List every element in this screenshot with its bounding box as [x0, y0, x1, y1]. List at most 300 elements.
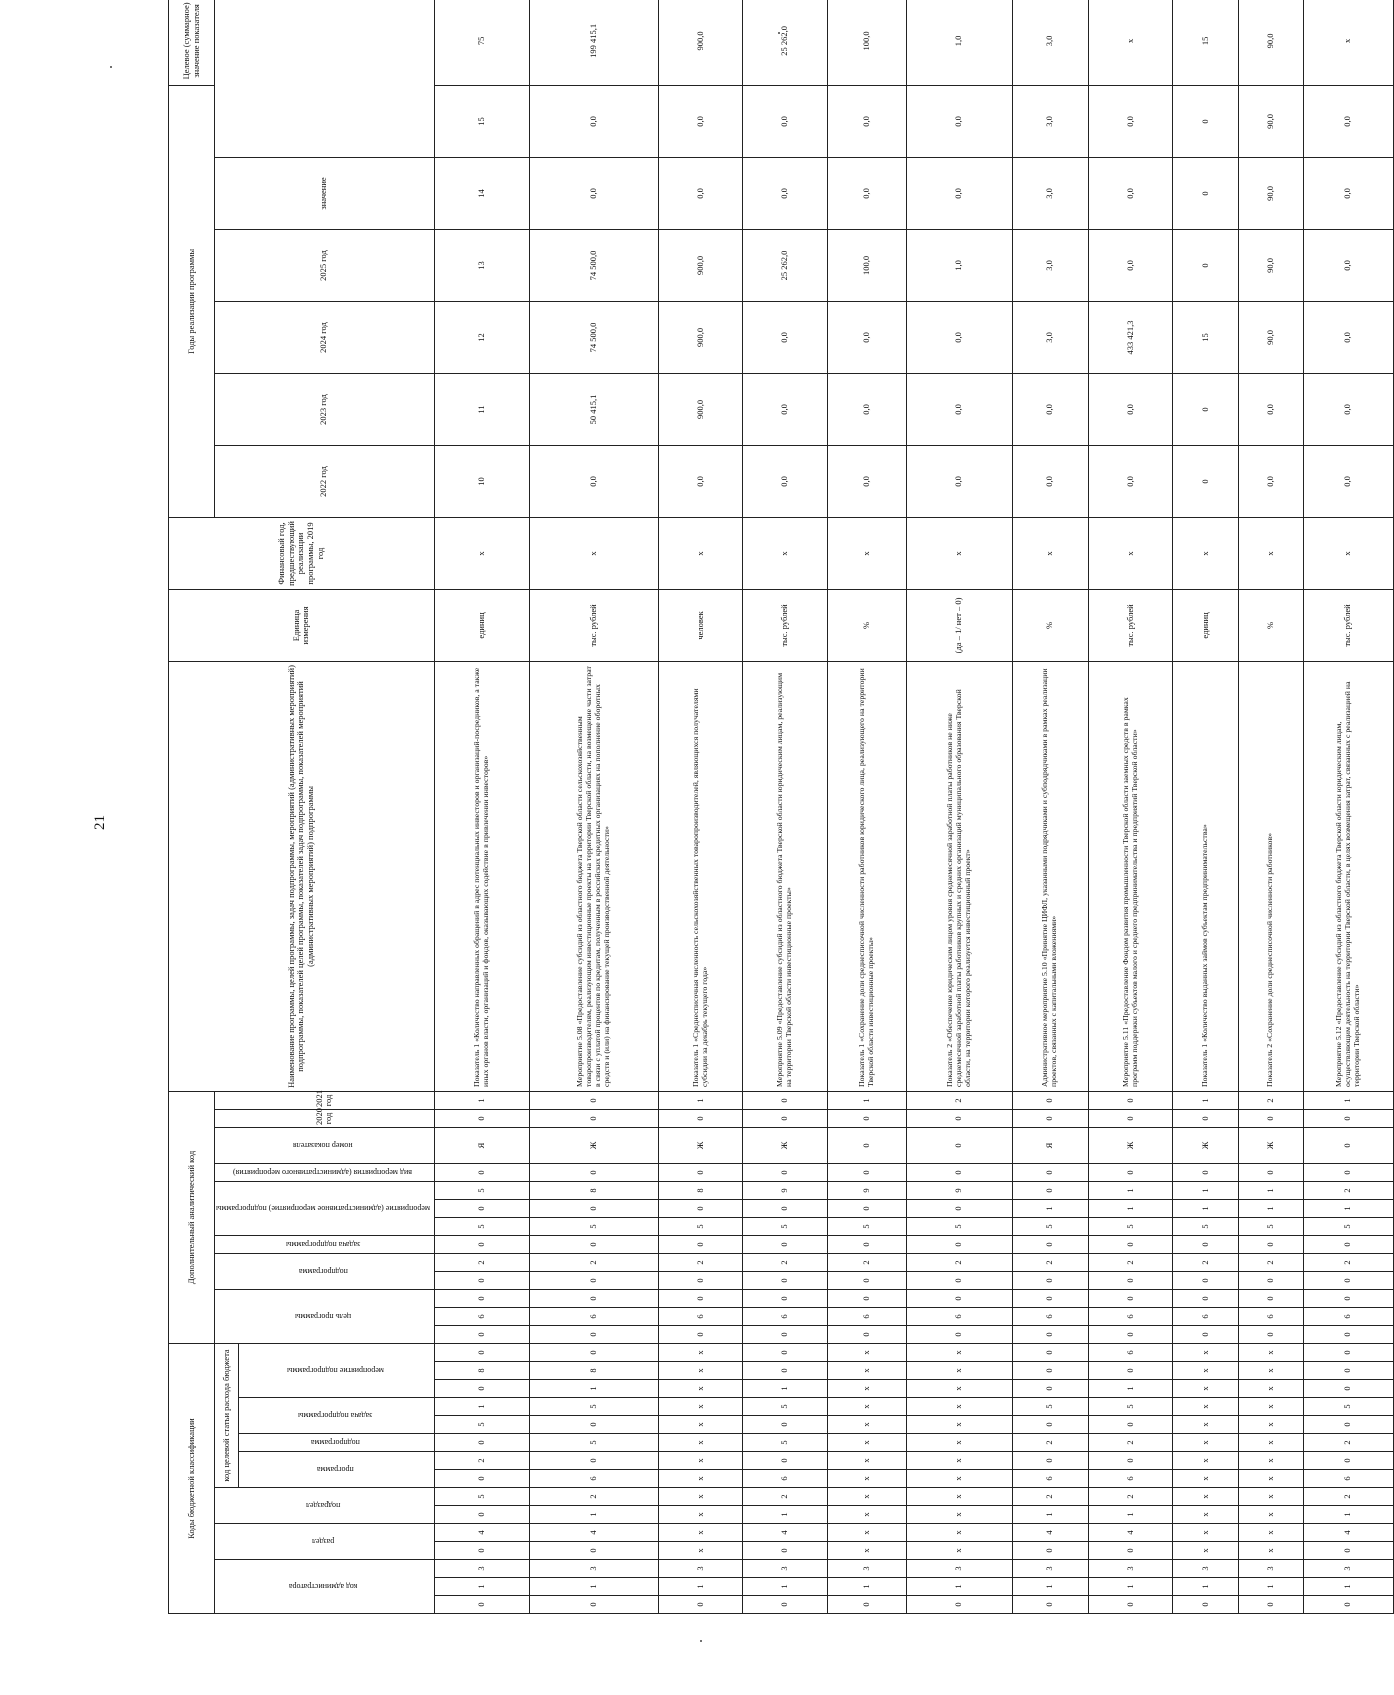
budget-code-digit: 5: [743, 1434, 827, 1452]
budget-code-digit: х: [1173, 1452, 1238, 1470]
budget-code-digit: 0: [1173, 1596, 1238, 1614]
budget-code-digit: х: [659, 1452, 743, 1470]
extra-code-digit: Я: [434, 1127, 529, 1163]
budget-code-digit: 0: [529, 1452, 658, 1470]
extra-code-digit: 0: [1173, 1109, 1238, 1127]
extra-code-digit: 5: [529, 1217, 658, 1235]
table-row: [1303, 0, 1393, 1614]
extra-code-digit: 6: [827, 1307, 906, 1325]
extra-code-digit: 5: [1238, 1217, 1303, 1235]
extra-code-digit: 0: [827, 1289, 906, 1307]
budget-code-digit: х: [906, 1398, 1012, 1416]
extra-code-digit: 2: [659, 1253, 743, 1271]
task-subprogram-header: задача подпрограммы: [239, 1398, 435, 1434]
extra-code-digit: 0: [1173, 1235, 1238, 1253]
budget-code-digit: х: [659, 1416, 743, 1434]
row-name: Показатель 1 «Сохранение доли среднесписочной численности работников юридического лица, реализующего на территории Тверской области инвестиционные проекты»: [827, 661, 906, 1091]
budget-code-digit: 1: [434, 1578, 529, 1596]
extra-code-digit: 0: [529, 1325, 658, 1343]
budget-code-digit: 0: [1012, 1362, 1088, 1380]
target-value: 1,0: [906, 0, 1012, 85]
budget-code-digit: 1: [529, 1380, 658, 1398]
table-row: [434, 0, 529, 1614]
measure-type-header: вид мероприятия (административного мероприятия): [215, 1163, 435, 1181]
budget-code-digit: 4: [529, 1524, 658, 1542]
budget-code-digit: 1: [434, 1398, 529, 1416]
year-value: 0: [1173, 157, 1238, 229]
year-value: 1,0: [906, 229, 1012, 301]
budget-code-digit: х: [659, 1542, 743, 1560]
budget-code-digit: 0: [529, 1416, 658, 1434]
year-value: 0,0: [743, 85, 827, 157]
row-name: Мероприятие 5.11 «Предоставление Фондом развития промышленности Тверской области заемных средств в рамках программ поддержки субъектов малого и среднего предпринимательства и предприятий Тверской области»: [1088, 661, 1172, 1091]
extra-code-digit: 0: [1012, 1091, 1088, 1109]
budget-code-digit: 1: [1088, 1578, 1172, 1596]
budget-code-digit: х: [827, 1416, 906, 1434]
extra-code-digit: 0: [434, 1199, 529, 1217]
table-row: [906, 0, 1012, 1614]
budget-code-digit: 6: [1012, 1470, 1088, 1488]
budget-code-digit: х: [906, 1488, 1012, 1506]
budget-code-digit: 0: [1303, 1596, 1393, 1614]
extra-code-digit: 0: [1173, 1163, 1238, 1181]
extra-code-digit: 0: [1303, 1127, 1393, 1163]
table-row: [1088, 0, 1172, 1614]
extra-code-digit: 5: [1088, 1217, 1172, 1235]
extra-code-digit: 5: [743, 1217, 827, 1235]
target-value: 90,0: [1238, 0, 1303, 85]
extra-code-digit: 0: [1303, 1109, 1393, 1127]
budget-code-digit: х: [827, 1506, 906, 1524]
value-header: значение: [215, 157, 435, 229]
budget-code-digit: х: [827, 1362, 906, 1380]
budget-code-digit: 6: [1303, 1470, 1393, 1488]
extra-code-digit: 5: [906, 1217, 1012, 1235]
extra-code-digit: 0: [1088, 1091, 1172, 1109]
extra-code-digit: 2: [1238, 1091, 1303, 1109]
extra-code-digit: 6: [1088, 1307, 1172, 1325]
year-value: 0,0: [827, 445, 906, 517]
extra-code-digit: 0: [1303, 1271, 1393, 1289]
extra-code-digit: 0: [529, 1235, 658, 1253]
year-2021-header: 2021 год: [215, 1091, 435, 1109]
budget-code-digit: 3: [1173, 1560, 1238, 1578]
extra-code-digit: 1: [659, 1091, 743, 1109]
target-value: 199 415,1: [529, 0, 658, 85]
budget-code-digit: 3: [529, 1560, 658, 1578]
extra-code-digit: 0: [529, 1109, 658, 1127]
extra-code-digit: 0: [1303, 1235, 1393, 1253]
extra-code-digit: 0: [434, 1289, 529, 1307]
budget-code-digit: 0: [434, 1542, 529, 1560]
year-2020-header: 2020 год: [215, 1109, 435, 1127]
budget-code-digit: х: [1238, 1488, 1303, 1506]
extra-code-digit: 1: [1088, 1181, 1172, 1199]
extra-code-digit: 2: [827, 1253, 906, 1271]
row-unit: человек: [659, 589, 743, 661]
measure-subprogram-header: мероприятие подпрограммы: [239, 1343, 435, 1397]
row-unit: тыс. рублей: [529, 589, 658, 661]
year-value: 0,0: [1012, 445, 1088, 517]
year-value: 0,0: [743, 301, 827, 373]
budget-code-digit: 2: [1088, 1488, 1172, 1506]
extra-code-digit: 6: [743, 1307, 827, 1325]
budget-code-digit: 1: [1303, 1506, 1393, 1524]
extra-code-digit: 0: [1012, 1289, 1088, 1307]
extra-code-digit: 0: [659, 1235, 743, 1253]
extra-code-digit: 0: [434, 1325, 529, 1343]
budget-code-digit: 0: [1303, 1362, 1393, 1380]
extra-code-digit: Ж: [1173, 1127, 1238, 1163]
extra-code-digit: Ж: [659, 1127, 743, 1163]
extra-code-digit: 0: [1303, 1325, 1393, 1343]
budget-code-digit: 0: [743, 1416, 827, 1434]
name-header: Наименование программы, целей программы, задач подпрограммы, мероприятий (административных мероприятий) подпрограммы, показателей целей программы, показателей задач подпрограммы, показателей мероприятий (административных мероприятий) подпрограммы: [169, 661, 435, 1091]
extra-code-digit: 0: [1303, 1289, 1393, 1307]
year-value: 0,0: [529, 85, 658, 157]
budget-code-digit: 1: [1012, 1578, 1088, 1596]
extra-code-digit: 0: [659, 1163, 743, 1181]
extra-code-digit: 0: [659, 1271, 743, 1289]
rotated-table-container: [168, 2, 1361, 1614]
budget-code-digit: х: [1173, 1398, 1238, 1416]
extra-code-digit: 1: [1238, 1199, 1303, 1217]
extra-code-digit: 1: [1088, 1199, 1172, 1217]
budget-code-digit: 3: [1012, 1560, 1088, 1578]
year-value: 0,0: [1303, 445, 1393, 517]
subprogram-num-header: подпрограмма: [215, 1253, 435, 1289]
extra-code-digit: 0: [827, 1109, 906, 1127]
budget-code-digit: х: [1173, 1470, 1238, 1488]
extra-code-digit: 0: [1012, 1325, 1088, 1343]
target-value: х: [1088, 0, 1172, 85]
budget-code-digit: 0: [1303, 1343, 1393, 1361]
year-value: 0,0: [743, 373, 827, 445]
budget-code-digit: х: [1238, 1452, 1303, 1470]
budget-code-digit: 0: [1088, 1596, 1172, 1614]
extra-code-digit: 6: [1173, 1307, 1238, 1325]
extra-code-digit: 0: [906, 1289, 1012, 1307]
budget-code-digit: х: [906, 1542, 1012, 1560]
year-value: 0,0: [1303, 229, 1393, 301]
row-unit: %: [1012, 589, 1088, 661]
budget-code-digit: 0: [1088, 1542, 1172, 1560]
budget-code-digit: х: [827, 1470, 906, 1488]
budget-code-digit: 0: [434, 1506, 529, 1524]
extra-code-digit: 0: [529, 1091, 658, 1109]
budget-code-digit: 1: [529, 1578, 658, 1596]
target-value: 3,0: [1012, 0, 1088, 85]
row-base-year: х: [1303, 517, 1393, 589]
row-unit: %: [827, 589, 906, 661]
year-value: 0,0: [827, 85, 906, 157]
year-value: 0,0: [1088, 229, 1172, 301]
extra-code-digit: 0: [743, 1235, 827, 1253]
year-value: 0,0: [827, 373, 906, 445]
budget-code-digit: 0: [1088, 1416, 1172, 1434]
budget-code-digit: 0: [1012, 1452, 1088, 1470]
year-value: 0,0: [659, 85, 743, 157]
table-body: [434, 0, 1393, 1614]
budget-code-digit: х: [906, 1470, 1012, 1488]
budget-code-digit: 2: [1303, 1488, 1393, 1506]
target-value: 900,0: [659, 0, 743, 85]
year-value: 0,0: [1303, 373, 1393, 445]
year-value: 90,0: [1238, 157, 1303, 229]
budget-code-digit: 5: [529, 1398, 658, 1416]
extra-code-digit: 0: [659, 1289, 743, 1307]
table-row: [1173, 0, 1238, 1614]
year-value: 0: [1173, 229, 1238, 301]
extra-code-digit: 0: [1173, 1271, 1238, 1289]
budget-code-digit: х: [1173, 1380, 1238, 1398]
target-item-header: код целевой статьи расхода бюджета: [215, 1343, 239, 1487]
budget-code-digit: 2: [1088, 1434, 1172, 1452]
budget-code-digit: х: [1173, 1506, 1238, 1524]
extra-code-digit: 5: [659, 1217, 743, 1235]
budget-code-digit: 0: [743, 1362, 827, 1380]
year-value: 433 421,3: [1088, 301, 1172, 373]
extra-code-digit: 0: [1088, 1163, 1172, 1181]
budget-code-digit: 3: [1238, 1560, 1303, 1578]
extra-code-digit: 0: [906, 1109, 1012, 1127]
year-value: 0,0: [529, 157, 658, 229]
budget-code-digit: х: [906, 1380, 1012, 1398]
extra-code-digit: 5: [1173, 1217, 1238, 1235]
admin-code-header: код администратора: [215, 1560, 435, 1614]
budget-code-digit: 0: [434, 1470, 529, 1488]
row-name: Мероприятие 5.08 «Предоставление субсидий из областного бюджета Тверской области сельскохозяйственным товаропроизводителям, реализующим инвестиционные проекты на территории Тверской области, на возмещение части затрат в связи с уплатой процентов по кредитам, полученным в российских кредитных организациях на пополнение оборотных средств и (или) на финансирование текущей производственной деятельности»: [529, 661, 658, 1091]
year-value: 0,0: [743, 445, 827, 517]
target-group-header: Целевое (суммарное) значение показателя: [169, 0, 215, 85]
budget-code-digit: 2: [529, 1488, 658, 1506]
page-number: 21: [92, 815, 108, 830]
budget-code-digit: 5: [1012, 1398, 1088, 1416]
extra-code-digit: 2: [1303, 1253, 1393, 1271]
measure-num-header: мероприятие (административное мероприятие) подпрограммы: [215, 1181, 435, 1235]
extra-code-digit: 0: [743, 1091, 827, 1109]
row-name: Показатель 1 «Среднесписочная численность сельскохозяйственных товаропроизводителей, являющихся получателями субсидии за декабрь текущего года»: [659, 661, 743, 1091]
row-base-year: х: [1012, 517, 1088, 589]
budget-code-digit: х: [659, 1398, 743, 1416]
extra-code-digit: 0: [1238, 1235, 1303, 1253]
extra-code-digit: 1: [1012, 1199, 1088, 1217]
extra-code-digit: 0: [827, 1163, 906, 1181]
table-row: [529, 0, 658, 1614]
extra-code-digit: 2: [529, 1253, 658, 1271]
year-value: 0,0: [1088, 85, 1172, 157]
budget-code-digit: х: [827, 1488, 906, 1506]
budget-code-digit: х: [659, 1524, 743, 1542]
year-value: 0,0: [1088, 445, 1172, 517]
subsection-header: подраздел: [215, 1488, 435, 1524]
extra-code-digit: 1: [1238, 1181, 1303, 1199]
year-value: 90,0: [1238, 85, 1303, 157]
unit-header: Единица измерения: [169, 589, 435, 661]
extra-code-digit: 5: [1303, 1217, 1393, 1235]
extra-code-digit: 0: [827, 1325, 906, 1343]
budget-code-digit: 1: [743, 1578, 827, 1596]
year-value: 74 500,0: [529, 301, 658, 373]
extra-code-digit: 0: [906, 1127, 1012, 1163]
budget-code-digit: х: [827, 1343, 906, 1361]
budget-code-digit: х: [1173, 1524, 1238, 1542]
year-value: 0,0: [827, 157, 906, 229]
year-value: 0: [1173, 85, 1238, 157]
budget-code-digit: 0: [1303, 1416, 1393, 1434]
budget-code-digit: 0: [906, 1596, 1012, 1614]
row-name: Показатель 2 «Обеспечение юридическим лицом уровня среднемесячной заработной платы работников не ниже среднемесячной заработной платы работников крупных и средних организаций муниципального образования Тверской области, на территории которого реализуется инвестиционный проект»: [906, 661, 1012, 1091]
extra-code-digit: 6: [529, 1307, 658, 1325]
budget-code-digit: 0: [659, 1596, 743, 1614]
year-value: 0,0: [1088, 373, 1172, 445]
budget-code-digit: 0: [827, 1596, 906, 1614]
budget-code-digit: 3: [1303, 1560, 1393, 1578]
budget-code-digit: х: [906, 1343, 1012, 1361]
budget-code-digit: 5: [743, 1398, 827, 1416]
extra-code-digit: 9: [743, 1181, 827, 1199]
task-num-header: задача подпрограммы: [215, 1235, 435, 1253]
table-row: [659, 0, 743, 1614]
extra-code-digit: 0: [1238, 1163, 1303, 1181]
extra-code-digit: 5: [1012, 1217, 1088, 1235]
year-value: 0,0: [906, 445, 1012, 517]
year-value: 90,0: [1238, 229, 1303, 301]
year-value: 0: [1173, 445, 1238, 517]
budget-code-digit: 4: [743, 1524, 827, 1542]
extra-code-digit: 0: [1088, 1289, 1172, 1307]
extra-code-digit: 0: [743, 1325, 827, 1343]
budget-code-digit: 0: [529, 1343, 658, 1361]
budget-code-digit: 3: [743, 1560, 827, 1578]
budget-code-digit: х: [1238, 1380, 1303, 1398]
budget-code-digit: 1: [1088, 1380, 1172, 1398]
extra-code-digit: 0: [529, 1271, 658, 1289]
year-value: 14: [434, 157, 529, 229]
budget-code-digit: 2: [743, 1488, 827, 1506]
year-value: 900,0: [659, 373, 743, 445]
budget-code-digit: х: [659, 1434, 743, 1452]
year-value: 0,0: [1303, 85, 1393, 157]
extra-code-digit: Ж: [1238, 1127, 1303, 1163]
budget-code-digit: 5: [529, 1434, 658, 1452]
budget-code-digit: 3: [1088, 1560, 1172, 1578]
year-value: 0,0: [1238, 373, 1303, 445]
fin-year-header: Финансовый год, предшествующий реализации программы, 2019 год: [169, 517, 435, 589]
budget-code-digit: 1: [743, 1380, 827, 1398]
row-unit: тыс. рублей: [743, 589, 827, 661]
budget-code-digit: х: [906, 1452, 1012, 1470]
target-value: 25 262,0: [743, 0, 827, 85]
year-value: 74 500,0: [529, 229, 658, 301]
extra-code-digit: 0: [659, 1325, 743, 1343]
budget-code-digit: 0: [1012, 1380, 1088, 1398]
year-value: 0,0: [827, 301, 906, 373]
budget-code-digit: х: [1238, 1506, 1303, 1524]
row-unit: единиц: [434, 589, 529, 661]
indicator-num-header: номер показателя: [215, 1127, 435, 1163]
extra-code-digit: 6: [1012, 1307, 1088, 1325]
budget-code-digit: 0: [743, 1596, 827, 1614]
budget-code-digit: х: [1173, 1362, 1238, 1380]
budget-code-digit: 5: [434, 1416, 529, 1434]
subprogram-header: подпрограмма: [239, 1434, 435, 1452]
extra-code-digit: 0: [1088, 1325, 1172, 1343]
year-2023-header: 2023 год: [215, 373, 435, 445]
extra-code-digit: 0: [743, 1271, 827, 1289]
extra-code-digit: 0: [1088, 1271, 1172, 1289]
year-value: 900,0: [659, 301, 743, 373]
extra-code-digit: 0: [434, 1235, 529, 1253]
extra-code-digit: 0: [434, 1271, 529, 1289]
scan-speck: [110, 66, 112, 68]
year-value: 10: [434, 445, 529, 517]
extra-code-digit: 0: [529, 1163, 658, 1181]
row-base-year: х: [1173, 517, 1238, 589]
extra-code-digit: 0: [743, 1109, 827, 1127]
extra-code-digit: 1: [434, 1091, 529, 1109]
budget-code-digit: 0: [1238, 1596, 1303, 1614]
extra-code-digit: 1: [827, 1091, 906, 1109]
budget-code-digit: х: [1173, 1343, 1238, 1361]
budget-code-digit: 3: [906, 1560, 1012, 1578]
budget-code-digit: х: [659, 1362, 743, 1380]
extra-code-digit: 0: [1088, 1109, 1172, 1127]
budget-code-digit: 8: [434, 1362, 529, 1380]
budget-code-digit: 0: [1012, 1343, 1088, 1361]
extra-code-digit: 5: [434, 1181, 529, 1199]
extra-code-digit: 2: [1012, 1253, 1088, 1271]
extra-code-digit: 0: [659, 1199, 743, 1217]
extra-code-digit: 5: [434, 1217, 529, 1235]
budget-code-digit: 2: [434, 1452, 529, 1470]
row-base-year: х: [743, 517, 827, 589]
extra-code-digit: 0: [1173, 1325, 1238, 1343]
extra-code-digit: 0: [906, 1271, 1012, 1289]
extra-code-digit: 2: [906, 1091, 1012, 1109]
budget-code-digit: 0: [1012, 1416, 1088, 1434]
budget-code-digit: 2: [1012, 1434, 1088, 1452]
row-unit: единиц: [1173, 589, 1238, 661]
program-goal-header: цель программы: [215, 1289, 435, 1343]
budget-codes-header: Коды бюджетной классификации: [169, 1343, 215, 1613]
year-2022-header: 2022 год: [215, 445, 435, 517]
year-2025-header: 2025 год: [215, 229, 435, 301]
row-base-year: х: [827, 517, 906, 589]
year-value: 15: [434, 85, 529, 157]
budget-code-digit: х: [1173, 1542, 1238, 1560]
budget-code-digit: х: [1238, 1434, 1303, 1452]
budget-code-digit: 3: [827, 1560, 906, 1578]
extra-code-digit: 6: [1303, 1307, 1393, 1325]
extra-code-digit: Ж: [1088, 1127, 1172, 1163]
budget-code-digit: 0: [743, 1542, 827, 1560]
year-value: 0,0: [743, 157, 827, 229]
budget-code-digit: х: [1238, 1542, 1303, 1560]
budget-code-digit: 0: [1012, 1596, 1088, 1614]
budget-code-digit: х: [1238, 1524, 1303, 1542]
extra-code-digit: 0: [1012, 1109, 1088, 1127]
budget-code-digit: 0: [529, 1596, 658, 1614]
budget-code-digit: х: [1238, 1343, 1303, 1361]
budget-code-digit: 0: [434, 1596, 529, 1614]
extra-code-digit: 2: [1088, 1253, 1172, 1271]
budget-code-digit: 0: [434, 1380, 529, 1398]
year-value: 15: [1173, 301, 1238, 373]
budget-code-digit: 0: [1088, 1452, 1172, 1470]
budget-code-digit: х: [659, 1470, 743, 1488]
extra-code-digit: Ж: [743, 1127, 827, 1163]
